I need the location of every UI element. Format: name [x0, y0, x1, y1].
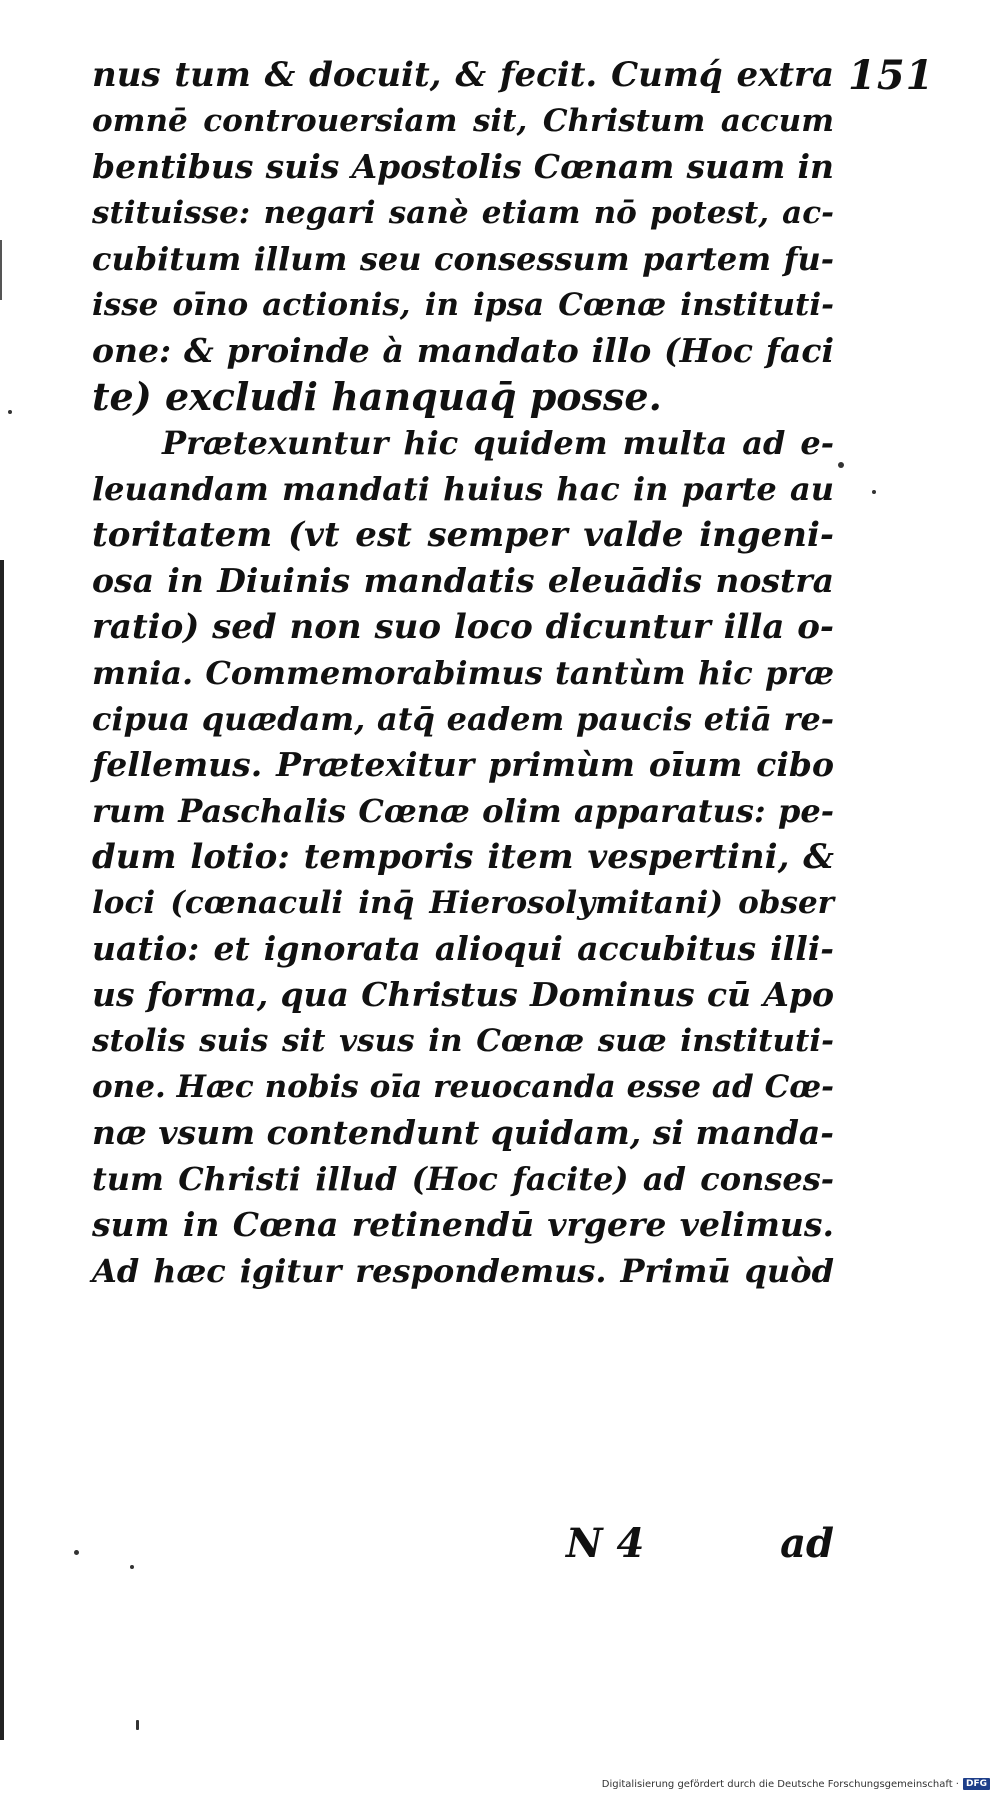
dfg-logo: DFG [963, 1778, 990, 1790]
signature-mark: N 4 [566, 1520, 645, 1567]
page-edge-mark [0, 240, 2, 300]
text-line: fellemus. Prætexitur primùm oīum cibo [92, 745, 834, 784]
text-line: omnē controuersiam sit, Christum accum [92, 103, 834, 139]
body-text [92, 52, 834, 1294]
scan-speck [838, 462, 844, 468]
text-line: leuandam mandati huius hac in parte au [92, 470, 834, 508]
scan-speck [136, 1720, 139, 1730]
text-line: one: & proinde à mandato illo (Hoc faci [92, 331, 834, 370]
signature-row [560, 1520, 834, 1566]
digitization-credit [602, 1776, 990, 1792]
text-line: bentibus suis Apostolis Cœnam suam in [92, 147, 834, 186]
text-line: sum in Cœna retinendū vrgere velimus. [92, 1205, 834, 1244]
page-edge-shadow [0, 560, 4, 1740]
text-line: tum Christi illud (Hoc facite) ad conses- [92, 1160, 834, 1198]
scan-speck [872, 490, 876, 494]
text-line: loci (cœnaculi inq̄ Hierosolymitani) obser [92, 885, 834, 921]
paragraph-start-line: Prætexuntur hic quidem multa ad e- [162, 424, 834, 462]
text-line: stolis suis sit vsus in Cœnæ suæ instituti- [92, 1023, 834, 1059]
catchword: ad [780, 1520, 834, 1567]
text-line: toritatem (vt est semper valde ingeni- [92, 515, 834, 555]
text-line: isse oīno actionis, in ipsa Cœnæ instituti- [92, 287, 834, 323]
text-line: stituisse: negari sanè etiam nō potest, ac- [92, 195, 834, 231]
scan-speck [8, 410, 12, 414]
text-line: mnia. Commemorabimus tantùm hic præ [92, 654, 834, 692]
text-line: nus tum & docuit, & fecit. Cumq́ extra [92, 55, 834, 95]
text-line: us forma, qua Christus Dominus cū Apo [92, 975, 834, 1014]
text-line: rum Paschalis Cœnæ olim apparatus: pe- [92, 792, 834, 830]
page-number: 151 [848, 52, 935, 99]
credit-text: Digitalisierung gefördert durch die Deutsche Forschungsgemeinschaft · [601, 1778, 959, 1790]
text-line: te) excludi hanquaq̄ posse. [92, 374, 662, 419]
text-line: cubitum illum seu consessum partem fu- [92, 240, 834, 278]
text-line: one. Hæc nobis oīa reuocanda esse ad Cœ- [92, 1069, 834, 1105]
scan-speck [130, 1565, 134, 1569]
text-line: dum lotio: temporis item vespertini, & [92, 837, 834, 877]
text-line: Ad hæc igitur respondemus. Primū quòd [92, 1252, 834, 1290]
text-line: cipua quædam, atq̄ eadem paucis etiā re- [92, 700, 834, 738]
text-line: næ vsum contendunt quidam, si manda- [92, 1113, 834, 1152]
text-line: ratio) sed non suo loco dicuntur illa o- [92, 607, 834, 647]
scan-speck [74, 1550, 79, 1555]
text-line: osa in Diuinis mandatis eleuādis nostra [92, 561, 834, 600]
text-line: uatio: et ignorata alioqui accubitus illi- [92, 929, 834, 968]
